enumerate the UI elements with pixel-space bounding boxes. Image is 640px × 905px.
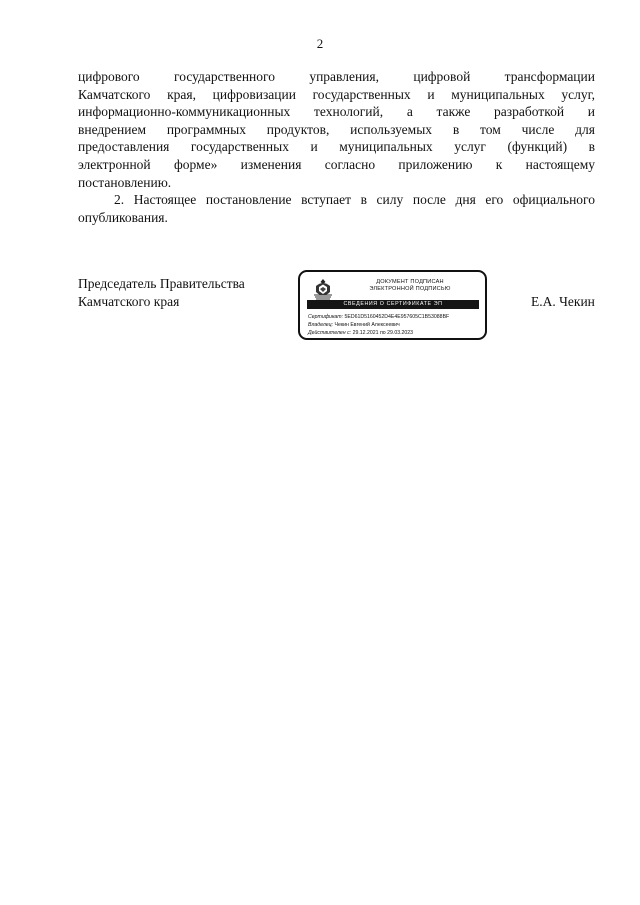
- paragraph-line: предоставления государственных и муниципальных услуг (функций) в: [78, 139, 595, 155]
- signer-name: Е.А. Чекин: [531, 294, 595, 309]
- paragraph-line: электронной форме» изменения согласно приложению к настоящему: [78, 156, 595, 172]
- stamp-certificate-value: 5ED61D5160452D4E4E957605C1B53088BF: [344, 314, 450, 320]
- coat-of-arms-icon: [310, 278, 336, 300]
- stamp-owner-row: [308, 322, 400, 328]
- signer-title-line: Председатель Правительства: [78, 276, 245, 291]
- signer-title-line: Камчатского края: [78, 293, 180, 309]
- page-number: 2: [316, 36, 324, 51]
- signer-title: [78, 275, 245, 310]
- stamp-certificate-bar: СВЕДЕНИЯ О СЕРТИФИКАТЕ ЭП: [307, 300, 479, 309]
- paragraph-line: 2. Настоящее постановление вступает в силу после дня его официального: [114, 192, 595, 208]
- stamp-header-line: ЭЛЕКТРОННОЙ ПОДПИСЬЮ: [369, 286, 451, 292]
- stamp-header-line: ДОКУМЕНТ ПОДПИСАН: [376, 279, 444, 285]
- body-text: [78, 68, 595, 226]
- paragraph-line: цифрового государственного управления, цифровой трансформации: [78, 69, 595, 84]
- paragraph-line: опубликования.: [78, 209, 168, 225]
- stamp-validity-row: [308, 330, 413, 336]
- stamp-header: [340, 279, 480, 293]
- stamp-validity-value: 29.12.2021 по 29.03.2023: [352, 330, 414, 336]
- paragraph-line: информационно-коммуникационных технологий, а также разработкой и: [78, 104, 595, 120]
- e-signature-stamp: [298, 270, 487, 340]
- paragraph-line: Камчатского края, цифровизации государственных и муниципальных услуг,: [78, 86, 595, 102]
- stamp-certificate-label: Сертификат:: [308, 314, 344, 320]
- stamp-certificate-row: [308, 314, 449, 320]
- paragraph-line: внедрением программных продуктов, используемых в том числе для: [78, 121, 595, 137]
- stamp-owner-label: Владелец:: [308, 322, 334, 328]
- stamp-owner-value: Чекин Евгений Алексеевич: [334, 322, 400, 328]
- paragraph-line: постановлению.: [78, 174, 172, 190]
- stamp-validity-label: Действителен с:: [308, 330, 352, 336]
